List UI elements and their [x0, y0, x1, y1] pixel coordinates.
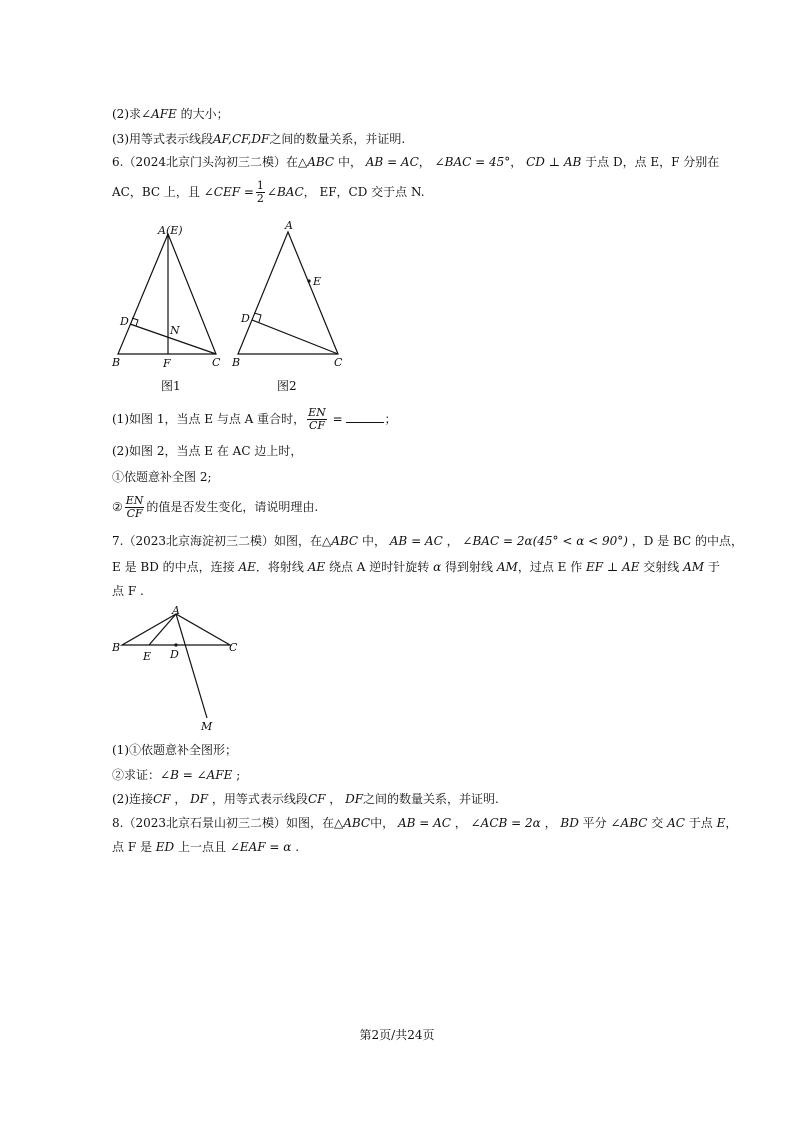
fraction-half [256, 180, 265, 205]
page-footer: 第2页/共24页 [359, 1028, 435, 1042]
text: ， [450, 816, 471, 830]
math: ∠BAC = 2α [462, 534, 533, 548]
q5-part2 [112, 106, 229, 122]
q8-stem-line1 [112, 815, 737, 831]
label-E: E [143, 650, 152, 663]
numerator: 1 [256, 179, 264, 192]
text: ， [540, 816, 561, 830]
math: ∠BAC [266, 185, 304, 199]
text: = [328, 412, 347, 426]
text: 6.（2024北京门头沟初三二模）在 [112, 155, 298, 169]
math: CF [307, 792, 326, 806]
label-N: N [170, 324, 180, 337]
label-D: D [241, 312, 250, 325]
q7-part1-ii [112, 767, 240, 783]
text: 上一点且 [174, 840, 230, 854]
point-d [174, 643, 177, 646]
math: AC [667, 816, 685, 830]
text: 于点 D，点 E，F 分别在 [581, 155, 720, 169]
text: (2)连接 [112, 792, 153, 806]
text: ②求证： [112, 768, 161, 782]
math: ∠ABC [610, 816, 648, 830]
q7-part1-i: (1)①依题意补全图形； [112, 743, 237, 757]
math: AB = AC [397, 816, 451, 830]
math: AE [238, 560, 256, 574]
math: AM [683, 560, 705, 574]
denominator: CF [308, 419, 325, 432]
segment-cd [252, 320, 338, 354]
text: 平分 [578, 816, 611, 830]
fig1-caption: 图1 [161, 379, 181, 393]
text: 交射线 [639, 560, 684, 574]
math: ∠BAC = 45° [434, 155, 511, 169]
q6-part2-ii [112, 495, 318, 520]
text: ， [510, 155, 527, 169]
segment-ae [149, 614, 176, 645]
fraction-en-cf [125, 495, 145, 520]
label-B: B [232, 356, 241, 369]
math: AB = AC [389, 534, 443, 548]
q6-figure2 [228, 216, 358, 376]
text: ② [112, 500, 123, 514]
label-A: A [172, 604, 180, 617]
text: ; [232, 768, 241, 782]
triangle-abc [238, 232, 338, 354]
text: ， [442, 534, 463, 548]
triangle-abc [122, 614, 230, 645]
label-E: E [313, 275, 322, 288]
text: 交 [647, 816, 668, 830]
text: ∠ [141, 107, 152, 121]
text: ， [725, 816, 738, 830]
text: 绕点 A 逆时针旋转 [325, 560, 434, 574]
math: △ABC [322, 534, 359, 548]
text: ，D 是 BC 的中点， [627, 534, 744, 548]
q6-figure1 [108, 220, 228, 380]
math: ∠CEF = [203, 185, 254, 199]
text: (2)求 [112, 107, 141, 121]
q6-part1 [112, 407, 397, 432]
math: CD ⊥ AB [526, 155, 582, 169]
text: 中， [334, 155, 366, 169]
q8-stem-line2 [112, 839, 299, 855]
math: CF [153, 792, 171, 806]
q6-stem-line1 [112, 154, 719, 170]
text: 中， [370, 816, 398, 830]
text: (1)如图 1，当点 E 与点 A 重合时， [112, 412, 306, 426]
q7-stem-line2 [112, 559, 720, 575]
answer-blank[interactable] [346, 410, 384, 423]
math: (45° < α < 90°) [532, 534, 628, 548]
q7-part2 [112, 791, 499, 807]
text: . [291, 840, 300, 854]
text: ， [418, 155, 435, 169]
q7-stem-line1 [112, 533, 743, 549]
text: 于点 [684, 816, 717, 830]
numerator: EN [125, 494, 144, 507]
label-B: B [112, 641, 121, 654]
text: 之间的数量关系，并证明. [363, 792, 499, 806]
math: AFE [151, 107, 177, 121]
text: 于 [704, 560, 720, 574]
triangle-abc [118, 234, 216, 354]
math: AM [496, 560, 518, 574]
text: ， [325, 792, 346, 806]
text: ， [170, 792, 191, 806]
q7-figure [108, 602, 258, 736]
text: 的值是否发生变化，请说明理由. [146, 500, 319, 514]
math: AB = AC [365, 155, 419, 169]
text: ，过点 E 作 [517, 560, 587, 574]
text: 得到射线 [441, 560, 497, 574]
q6-part2: (2)如图 2，当点 E 在 AC 边上时， [112, 444, 303, 458]
math: ∠EAF = α [229, 840, 292, 854]
label-F: F [163, 357, 171, 370]
text: ； [384, 412, 397, 426]
label-D: D [170, 648, 179, 661]
math: ∠ACB = 2α [470, 816, 541, 830]
text: 的大小； [176, 107, 229, 121]
label-C: C [229, 641, 238, 654]
label-B: B [112, 356, 121, 369]
text: E 是 BD 的中点，连接 [112, 560, 239, 574]
fraction-en-cf [307, 407, 327, 432]
math: △ABC [334, 816, 371, 830]
math: BD [560, 816, 579, 830]
text: (3)用等式表示线段 [112, 132, 213, 146]
label-M: M [201, 720, 213, 733]
text: ， EF，CD 交于点 N. [303, 185, 425, 199]
fig2-caption: 图2 [277, 379, 297, 393]
denominator: CF [126, 507, 143, 520]
denominator: 2 [256, 192, 264, 205]
label-A: A(E) [158, 224, 183, 237]
math: ED [155, 840, 175, 854]
math: ∠B = ∠AFE [160, 768, 233, 782]
text: 点 F 是 [112, 840, 156, 854]
point-e [307, 279, 310, 282]
q6-stem-line2 [112, 180, 425, 205]
text: 8.（2023北京石景山初三二模）如图，在 [112, 816, 334, 830]
math: α [433, 560, 442, 574]
label-C: C [212, 356, 221, 369]
math: E [716, 816, 726, 830]
math: △ABC [298, 155, 335, 169]
text: 中， [358, 534, 390, 548]
text: 之间的数量关系，并证明. [269, 132, 406, 146]
q7-stem-line3: 点 F . [112, 584, 144, 598]
math: AE [307, 560, 326, 574]
text: ，用等式表示线段 [208, 792, 308, 806]
math: AF,CF,DF [213, 132, 270, 146]
q5-part3 [112, 131, 405, 147]
text: AC，BC 上，且 [112, 185, 204, 199]
label-C: C [334, 356, 343, 369]
label-A: A [285, 219, 293, 232]
text: 7.（2023北京海淀初三二模）如图，在 [112, 534, 322, 548]
math: DF [345, 792, 364, 806]
q6-part2-i: ①依题意补全图 2; [112, 470, 212, 484]
label-D: D [120, 315, 129, 328]
math: DF [190, 792, 209, 806]
math: EF ⊥ AE [586, 560, 640, 574]
text: ．将射线 [255, 560, 308, 574]
numerator: EN [308, 406, 326, 419]
